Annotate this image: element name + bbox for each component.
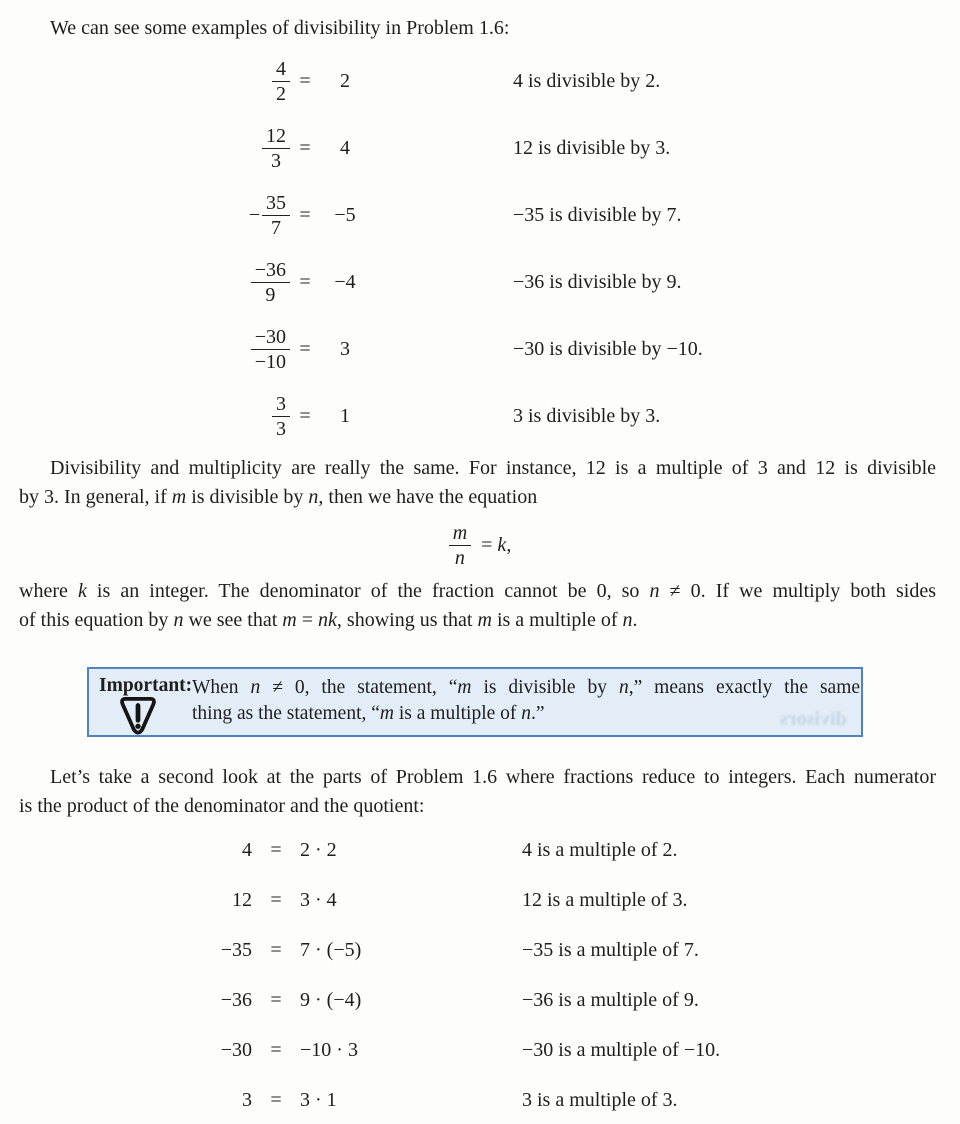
- product-expression: 7 · (−5): [300, 938, 362, 961]
- display-equation: [0, 514, 960, 576]
- important-label: Important:: [99, 675, 193, 696]
- divisibility-note: −35 is divisible by 7.: [513, 204, 682, 226]
- fraction-denominator: 2: [272, 81, 290, 105]
- divisibility-examples-list: [0, 48, 960, 450]
- multiple-example-row: [0, 875, 960, 925]
- equals-sign: =: [270, 988, 282, 1011]
- paragraph-line: of this equation by n we see that m = nk, showing us that m is a multiple of n.: [19, 609, 638, 631]
- fraction-numerator: −36: [254, 259, 286, 281]
- quotient-value: 3: [340, 338, 350, 360]
- fraction-denominator: 3: [272, 416, 290, 440]
- equals-sign: =: [270, 888, 282, 911]
- multiple-note: 4 is a multiple of 2.: [522, 838, 678, 861]
- fraction-expression: [0, 192, 290, 239]
- equals-sign: =: [270, 1038, 282, 1061]
- equals-sign: =: [299, 338, 311, 360]
- multiple-example-row: [0, 1075, 960, 1124]
- equals-sign: =: [299, 137, 311, 159]
- product-expression: 9 · (−4): [300, 988, 362, 1011]
- important-box: [87, 667, 863, 737]
- multiple-example-row: [0, 825, 960, 875]
- important-text-line: thing as the statement, “m is a multiple of n.”: [192, 703, 545, 724]
- product-expression: −10 · 3: [300, 1038, 358, 1061]
- fraction: [272, 58, 290, 105]
- product-expression: 3 · 1: [300, 1088, 337, 1111]
- fraction: [262, 125, 290, 172]
- fraction-denominator: 9: [251, 282, 290, 306]
- product-left-value: 12: [232, 888, 252, 911]
- fraction-numerator: 3: [276, 393, 286, 415]
- intro-paragraph: [19, 14, 936, 43]
- multiple-note: −35 is a multiple of 7.: [522, 938, 699, 961]
- multiple-example-row: [0, 1025, 960, 1075]
- fraction-expression: [0, 393, 290, 440]
- fraction-denominator: n: [449, 545, 471, 569]
- fraction: [251, 326, 290, 373]
- fraction-denominator: −10: [251, 349, 290, 373]
- quotient-value: 2: [340, 70, 350, 92]
- equals-sign: =: [270, 1088, 282, 1111]
- fraction: [449, 522, 471, 569]
- fraction: [262, 192, 290, 239]
- equals-sign: =: [299, 70, 311, 92]
- equation-rhs: = k,: [481, 533, 512, 556]
- important-text: [192, 675, 860, 727]
- paragraph-line: by 3. In general, if m is divisible by n, then we have the equation: [19, 486, 538, 508]
- divisibility-example-row: [0, 115, 960, 182]
- divisibility-example-row: [0, 249, 960, 316]
- intro-text: We can see some examples of divisibility in Problem 1.6:: [50, 17, 510, 39]
- fraction-numerator: m: [452, 521, 468, 544]
- divisibility-note: 4 is divisible by 2.: [513, 70, 661, 92]
- paragraph-line: is the product of the denominator and the quotient:: [19, 795, 425, 817]
- divisibility-note: −30 is divisible by −10.: [513, 338, 703, 360]
- product-left-value: −36: [220, 988, 252, 1011]
- fraction-denominator: 3: [262, 148, 290, 172]
- product-left-value: −35: [220, 938, 252, 961]
- product-expression: 2 · 2: [300, 838, 337, 861]
- equals-sign: =: [270, 838, 282, 861]
- fraction: [272, 393, 290, 440]
- divisibility-note: 12 is divisible by 3.: [513, 137, 671, 159]
- product-expression: 3 · 4: [300, 888, 337, 911]
- fraction-numerator: 4: [276, 58, 286, 80]
- paragraph-line: Divisibility and multiplicity are really the same. For instance, 12 is a multiple of 3 and 12 is divisible: [50, 457, 936, 479]
- divisibility-example-row: [0, 48, 960, 115]
- divisibility-example-row: [0, 383, 960, 450]
- fraction-numerator: 12: [266, 125, 286, 147]
- divisibility-example-row: [0, 316, 960, 383]
- paragraph-line: where k is an integer. The denominator of the fraction cannot be 0, so n ≠ 0. If we multiply both sides: [19, 580, 936, 602]
- equals-sign: =: [299, 405, 311, 427]
- exclamation-triangle-icon: [119, 696, 157, 742]
- divisibility-example-row: [0, 182, 960, 249]
- fraction-sign: −: [248, 204, 260, 226]
- second-look-paragraph: [19, 763, 936, 821]
- quotient-value: 1: [340, 405, 350, 427]
- equals-sign: =: [299, 204, 311, 226]
- fraction-expression: [0, 58, 290, 105]
- divisibility-note: 3 is divisible by 3.: [513, 405, 661, 427]
- important-text-line: When n ≠ 0, the statement, “m is divisible by n,” means exactly the same: [192, 677, 861, 698]
- fraction-numerator: 35: [266, 192, 286, 214]
- multiple-example-row: [0, 975, 960, 1025]
- paragraph-line: Let’s take a second look at the parts of Problem 1.6 where fractions reduce to integers. Each numerator: [50, 766, 936, 788]
- quotient-value: −4: [334, 271, 356, 293]
- divisibility-multiplicity-paragraph: [19, 454, 936, 512]
- product-left-value: 4: [242, 838, 252, 861]
- product-left-value: −30: [220, 1038, 252, 1061]
- fraction-expression: [0, 125, 290, 172]
- product-left-value: 3: [242, 1088, 252, 1111]
- multiple-note: 3 is a multiple of 3.: [522, 1088, 678, 1111]
- fraction-denominator: 7: [262, 215, 290, 239]
- watermark-bleedthrough: divisors: [780, 708, 847, 730]
- multiple-note: −36 is a multiple of 9.: [522, 988, 699, 1011]
- fraction-numerator: −30: [254, 326, 286, 348]
- multiple-note: 12 is a multiple of 3.: [522, 888, 688, 911]
- fraction: [251, 259, 290, 306]
- quotient-value: −5: [334, 204, 356, 226]
- integer-k-paragraph: [19, 577, 936, 635]
- equals-sign: =: [270, 938, 282, 961]
- divisibility-note: −36 is divisible by 9.: [513, 271, 682, 293]
- equals-sign: =: [299, 271, 311, 293]
- quotient-value: 4: [340, 137, 350, 159]
- fraction-expression: [0, 259, 290, 306]
- fraction-expression: [0, 326, 290, 373]
- multiple-examples-list: [0, 825, 960, 1124]
- multiple-note: −30 is a multiple of −10.: [522, 1038, 721, 1061]
- multiple-example-row: [0, 925, 960, 975]
